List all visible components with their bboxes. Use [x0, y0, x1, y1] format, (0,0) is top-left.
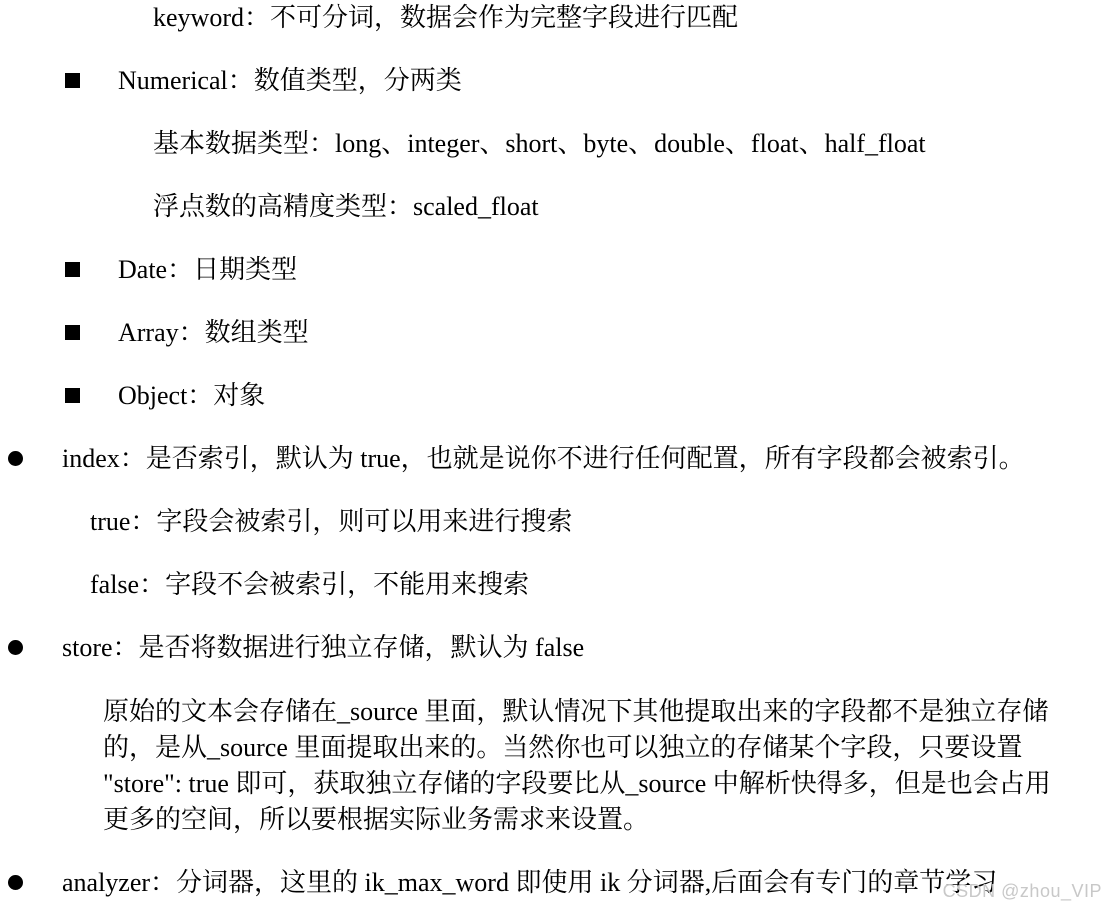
store-para-line: 的，是从_source 里面提取出来的。当然你也可以独立的存储某个字段，只要设置 [103, 733, 1023, 762]
store-para-line: "store": true 即可，获取独立存储的字段要比从_source 中解析快得多，但是也会占用 [103, 769, 1051, 798]
date-line: Date：日期类型 [118, 255, 298, 284]
round-bullet-icon [8, 640, 23, 655]
square-bullet-icon [65, 73, 80, 88]
round-bullet-icon [8, 875, 23, 890]
array-line: Array：数组类型 [118, 318, 309, 347]
keyword-line: keyword：不可分词，数据会作为完整字段进行匹配 [153, 3, 738, 32]
store-line: store：是否将数据进行独立存储，默认为 false [62, 633, 585, 662]
index-line: index：是否索引，默认为 true，也就是说你不进行任何配置，所有字段都会被索引。 [62, 444, 1025, 473]
round-bullet-icon [8, 451, 23, 466]
watermark: CSDN @zhou_VIP [942, 881, 1102, 901]
store-description-paragraph [103, 694, 1103, 838]
object-line: Object：对象 [118, 381, 266, 410]
index-true-line: true：字段会被索引，则可以用来进行搜索 [90, 507, 573, 536]
numerical-line: Numerical：数值类型，分两类 [118, 66, 462, 95]
index-false-line: false：字段不会被索引，不能用来搜索 [90, 570, 530, 599]
square-bullet-icon [65, 388, 80, 403]
scaled-float-line: 浮点数的高精度类型：scaled_float [153, 192, 539, 221]
square-bullet-icon [65, 262, 80, 277]
basic-types-line: 基本数据类型：long、integer、short、byte、double、float、half_float [153, 129, 926, 158]
store-para-line: 更多的空间，所以要根据实际业务需求来设置。 [103, 805, 650, 834]
store-para-line: 原始的文本会存储在_source 里面，默认情况下其他提取出来的字段都不是独立存储 [103, 697, 1049, 726]
analyzer-line: analyzer：分词器，这里的 ik_max_word 即使用 ik 分词器,后面会有专门的章节学习 [62, 868, 998, 897]
square-bullet-icon [65, 325, 80, 340]
